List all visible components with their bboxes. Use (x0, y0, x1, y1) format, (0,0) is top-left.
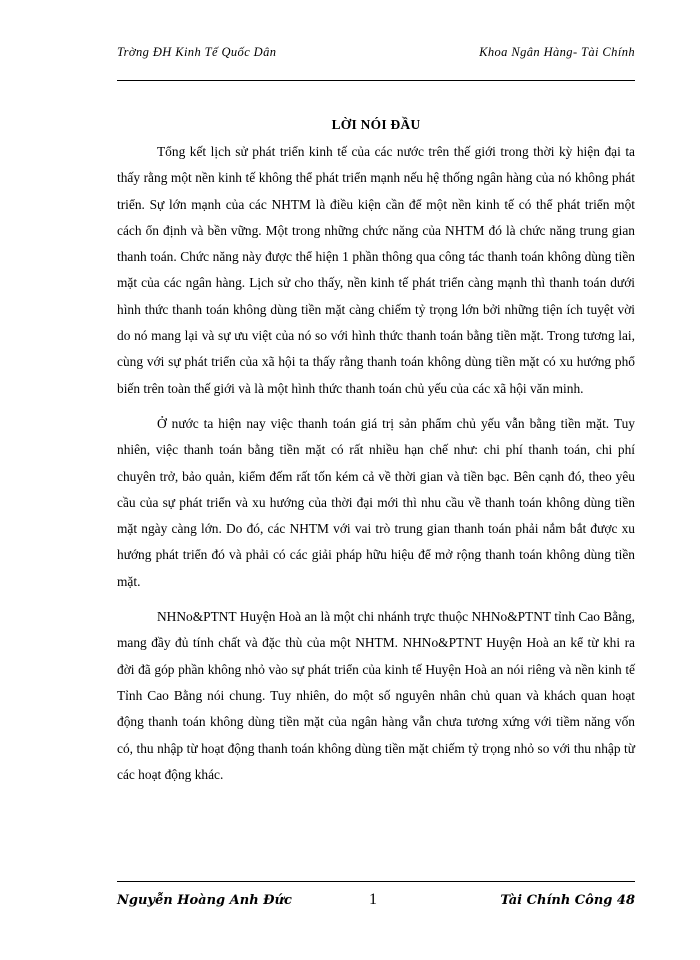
footer-divider (117, 881, 635, 882)
page-header (117, 45, 635, 65)
header-faculty: Khoa Ngân Hàng- Tài Chính (479, 45, 635, 59)
page-footer (117, 891, 635, 915)
page-title: LỜI NÓI ĐẦU (331, 117, 421, 132)
paragraph-2: Ở nước ta hiện nay việc thanh toán giá trị sản phẩm chủ yếu vẫn bằng tiền mặt. Tuy nhiên, việc thanh toán bằng tiền mặt có rất nhiều hạn chế như: chi phí thanh toán, chi phí chuyên trở, bảo quản, kiểm đếm rất tốn kém cả về thời gian và tiền bạc. Bên cạnh đó, theo yêu cầu của sự phát triển và xu hướng của thời đại mới thì nhu cầu về thanh toán không dùng tiền mặt ngày càng lớn. Do đó, các NHTM với vai trò trung gian thanh toán phải nắm bắt được xu hướng phát triển đó và phải có các giải pháp hữu hiệu để mở rộng thanh toán không dùng tiền mặt. (117, 415, 635, 589)
footer-author: Nguyễn Hoàng Anh Đức (117, 893, 292, 908)
page-number: 1 (369, 891, 377, 908)
document-body (117, 114, 635, 788)
paragraph-1: Tổng kết lịch sử phát triển kinh tế của các nước trên thế giới trong thời kỳ hiện đại ta thấy rằng một nền kinh tế không thể phát triển mạnh nếu hệ thống ngân hàng của nó không phát triển. Sự lớn mạnh của các NHTM là điều kiện cần để một nền kinh tế có thể phát triển một cách ổn định và bền vững. Một trong những chức năng của NHTM đó là chức năng trung gian thanh toán. Chức năng này được thể hiện 1 phần thông qua công tác thanh toán không dùng tiền mặt của các ngân hàng. Lịch sử cho thấy, nền kinh tế phát triển càng mạnh thì thanh toán dưới hình thức thanh toán không dùng tiền mặt càng chiếm tỷ trọng lớn bởi những tiện ích tuyệt vời do nó mang lại và sự ưu việt của nó so với hình thức thanh toán bằng tiền mặt. Trong tương lai, cùng với sự phát triển của xã hội ta thấy rằng thanh toán không dùng tiền mặt có xu hướng phổ biến trên toàn thế giới và là một hình thức thanh toán chủ yếu của các xã hội văn minh. (117, 144, 635, 396)
footer-department: Tài Chính Công 48 (500, 893, 635, 908)
header-divider (117, 80, 635, 81)
paragraph-3: NHNo&PTNT Huyện Hoà an là một chi nhánh trực thuộc NHNo&PTNT tỉnh Cao Bằng, mang đầy đủ tính chất và đặc thù của một NHTM. NHNo&PTNT Huyện Hoà an kể từ khi ra đời đã góp phần không nhỏ vào sự phát triển của kinh tế Huyện Hoà an nói riêng và nền kinh tế Tỉnh Cao Bằng nói chung. Tuy nhiên, do một số nguyên nhân chủ quan và khách quan hoạt động thanh toán không dùng tiền mặt của ngân hàng vẫn chưa tương xứng với tiềm năng vốn có, thu nhập từ hoạt động thanh toán không dùng tiền mặt chiếm tỷ trọng nhỏ so với thu nhập từ các hoạt động khác. (117, 609, 635, 782)
header-university: Trờng ĐH Kinh Tế Quốc Dân (117, 45, 277, 59)
